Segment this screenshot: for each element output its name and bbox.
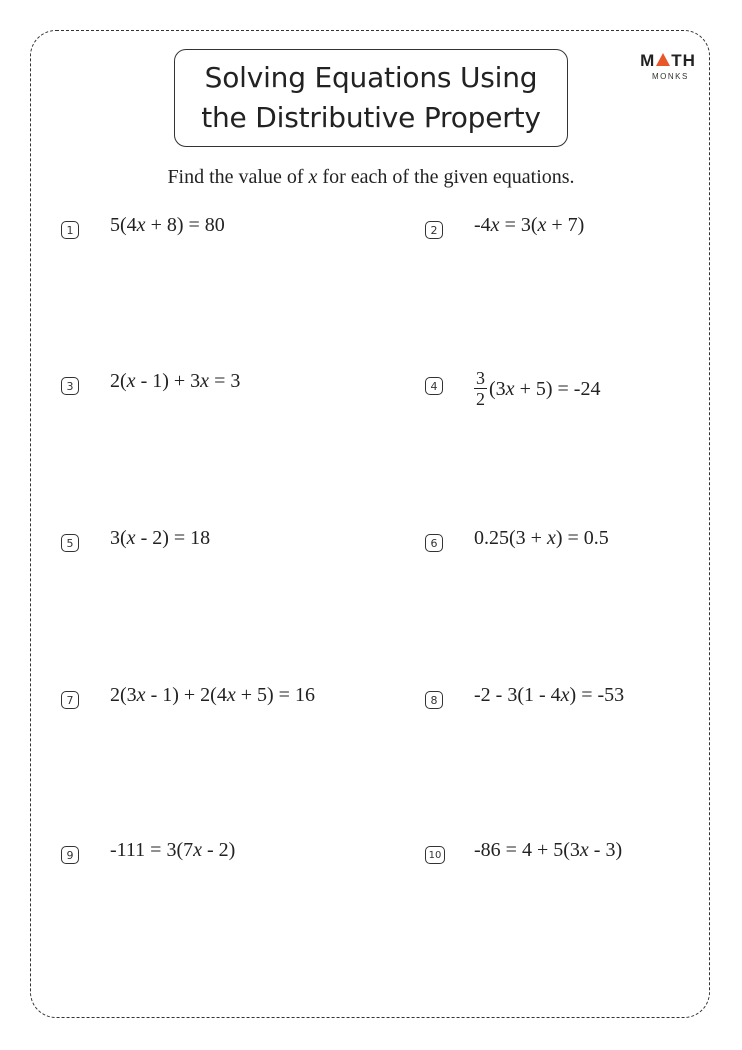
equation-text: -86 = 4 + 5(3 [474,839,580,861]
equation-variable: x [136,214,146,236]
equation [110,214,225,237]
equation-text: - 2) [202,839,236,861]
equation-variable: x [226,684,236,706]
equation-text: + 8) = 80 [145,214,225,236]
problem-number-badge: 5 [61,534,79,552]
triangle-icon [656,53,670,66]
equation-variable: x [505,378,515,401]
equation-text: 3( [110,527,127,549]
fraction-denominator: 2 [476,389,485,409]
problem-number-badge: 4 [425,377,443,395]
instruction-after: for each of the given equations. [317,166,575,188]
logo-right-text: TH [671,51,696,70]
equation [474,527,609,550]
problem-number-badge: 2 [425,221,443,239]
equation [110,839,235,862]
equation-variable: x [193,839,203,861]
equation-text: - 1) + 2(4 [145,684,227,706]
equation-variable: x [537,214,547,236]
equation-text: 5(4 [110,214,137,236]
equation-variable: x [490,214,500,236]
worksheet-title [174,49,568,147]
math-monks-logo [636,52,700,81]
equation-text: 0.25(3 + [474,527,547,549]
problem-number-badge: 7 [61,691,79,709]
problem-number-badge: 9 [61,846,79,864]
equation-text: = 3 [209,370,241,392]
equation [474,684,624,707]
equation-variable: x [546,527,556,549]
logo-subtitle: MONKS [652,72,689,81]
equation-text: ) = -53 [569,684,625,706]
equation [110,527,210,550]
fraction-numerator: 3 [476,368,485,388]
equation-text: - 2) = 18 [135,527,211,549]
equation-text: - 3) [588,839,623,861]
equation-text: = 3( [499,214,538,236]
instruction-variable: x [308,166,318,188]
equation-variable: x [200,370,210,392]
equation-variable: x [136,684,146,706]
problem-number-badge: 1 [61,221,79,239]
equation-text: ) = 0.5 [555,527,609,549]
title-line-2: the Distributive Property [201,101,541,134]
equation-text: (3 [489,378,506,401]
problem-number-badge: 6 [425,534,443,552]
equation-text: + 7) [546,214,585,236]
equation-variable: x [579,839,589,861]
equation-text: - 1) + 3 [135,370,201,392]
equation [474,214,584,237]
problem-number-badge: 8 [425,691,443,709]
instruction-before: Find the value of [167,166,309,188]
equation-text: -4 [474,214,491,236]
equation-text: -2 - 3(1 - 4 [474,684,561,706]
logo-left-text: M [640,51,656,70]
equation-variable: x [126,527,136,549]
problem-number-badge: 10 [425,846,445,864]
equation [474,370,600,411]
fraction [474,368,487,409]
title-line-1: Solving Equations Using [204,61,538,94]
equation-text: + 5) = -24 [514,378,601,401]
problem-number-badge: 3 [61,377,79,395]
equation [110,370,240,393]
equation-text: 2( [110,370,127,392]
equation-variable: x [126,370,136,392]
equation [110,684,315,707]
equation-text: 2(3 [110,684,137,706]
equation [474,839,622,862]
instruction-text [0,166,742,189]
equation-text: -111 = 3(7 [110,839,194,861]
logo-wordmark [636,52,700,70]
equation-text: + 5) = 16 [235,684,315,706]
equation-variable: x [560,684,570,706]
